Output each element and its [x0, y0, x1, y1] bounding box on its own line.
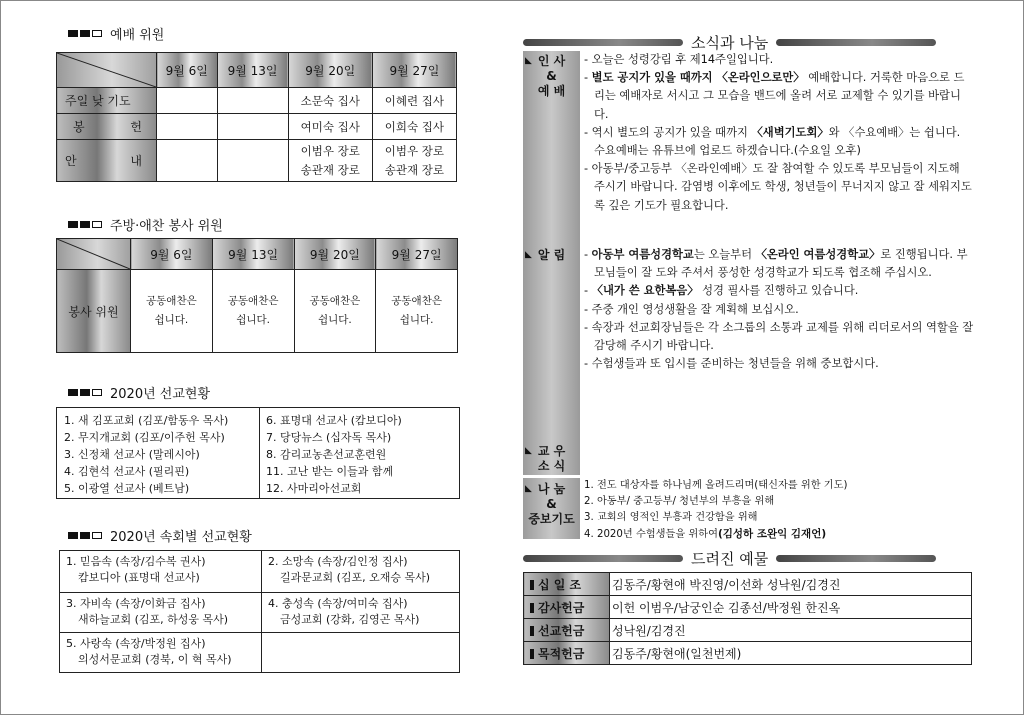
table-cell [157, 114, 218, 140]
list-item: 2. 무지개교회 (김포/이주헌 목사) [64, 431, 225, 444]
list-item [584, 526, 847, 543]
list-item: 2. 아동부/ 중고등부/ 청년부의 부흥을 위해 [584, 496, 775, 507]
bar-marker-icon [530, 580, 534, 590]
item-text: 역시 별도의 공지가 있을 때까지 [591, 125, 752, 139]
table-row [60, 551, 460, 593]
table-row [60, 593, 460, 633]
item-text: 오늘은 성령강림 후 제14주일입니다. [591, 53, 774, 66]
square-bullet-icon [68, 221, 78, 228]
title-bar-icon [776, 555, 936, 562]
square-bullet-icon [68, 30, 78, 37]
item-bold: (김성하 조완익 김재언) [717, 528, 827, 540]
list-item: - 〈내가 쓴 요한복음〉 성경 필사를 진행하고 있습니다. [584, 284, 859, 298]
item-bold: 〈내가 쓴 요한복음〉 [591, 284, 699, 298]
group-name: 3. 자비속 (속장/이화금 집사) [66, 597, 206, 610]
bar-marker-icon [530, 626, 534, 636]
group-mission: 캄보디아 (표명대 선교사) [78, 571, 200, 584]
row-label [57, 114, 157, 140]
group-name: 4. 충성속 (속장/여미숙 집사) [268, 597, 408, 610]
row-label [524, 619, 610, 642]
group-name: 2. 소망속 (속장/김인정 집사) [268, 555, 408, 568]
offerings-table [523, 572, 972, 665]
group-name: 5. 사랑속 (속장/박정원 집사) [66, 637, 206, 650]
table-cell [217, 140, 288, 182]
section-title: 2020년 속회별 선교현황 [110, 530, 252, 545]
table-cell [262, 633, 460, 673]
table-corner [57, 53, 157, 88]
table-cell: 이혜련 집사 [372, 88, 456, 114]
group-mission: 길과문교회 (김포, 오재승 목사) [280, 571, 431, 584]
item-bold: 아동부 여름성경학교 [591, 248, 694, 261]
list-item: - 아동부 여름성경학교는 오늘부터 〈온라인 여름성경학교〉로 진행됩니다. 부모님들이 잘 도와 주셔서 풍성한 성경학교가 되도록 협조해 주십시오. [584, 248, 968, 280]
list-item: 1. 전도 대상자를 하나님께 올려드리며(태신자를 위한 기도) [584, 480, 848, 491]
list-item: - 주중 개인 영성생활을 잘 계획해 보십시오. [584, 302, 799, 316]
table-cell [262, 551, 460, 593]
list-item: 11. 고난 받는 이들과 함께 [266, 465, 394, 478]
table-row [524, 619, 972, 642]
square-bullet-icon [92, 221, 102, 228]
table-cell: 이희숙 집사 [372, 114, 456, 140]
label-line: & [546, 497, 557, 511]
list-item: 8. 감리교농촌선교훈련원 [266, 448, 387, 461]
label-text: 감사헌금 [538, 600, 585, 615]
list-item: 12. 사마리아선교회 [266, 482, 362, 495]
table-row [524, 573, 972, 596]
bar-marker-icon [530, 603, 534, 613]
item-text: 는 오늘부터 [693, 248, 756, 261]
row-label: 봉사 위원 [57, 270, 131, 353]
missions-box [56, 407, 460, 499]
table-corner [57, 239, 131, 270]
news-title-bar [523, 32, 936, 53]
date-header: 9월 13일 [217, 53, 288, 88]
square-bullet-icon [80, 389, 90, 396]
table-cell: 공동애찬은 쉽니다. [212, 270, 294, 353]
item-text: 주중 개인 영성생활을 잘 계획해 보십시오. [591, 302, 799, 316]
square-bullet-icon [92, 532, 102, 539]
group-name: 1. 믿음속 (속장/김수복 권사) [66, 555, 206, 568]
date-header: 9월 6일 [157, 53, 218, 88]
square-bullet-icon [80, 30, 90, 37]
list-item: 4. 김현석 선교사 (필리핀) [64, 465, 190, 478]
triangle-marker-icon: ◣ [525, 250, 532, 260]
item-bold: 〈온라인 여름성경학교〉 [755, 248, 881, 261]
group-mission: 새하늘교회 (김포, 하성웅 목사) [78, 613, 229, 626]
title-bar-icon [776, 39, 936, 46]
list-item: - 수험생들과 또 입시를 준비하는 청년들을 위해 중보합시다. [584, 357, 879, 371]
square-bullet-icon [68, 389, 78, 396]
item-bold: 〈새벽기도회〉 [751, 125, 829, 139]
table-row [524, 596, 972, 619]
item-bold: 별도 공지가 있을 때까지 〈온라인으로만〉 [591, 71, 805, 85]
row-label [57, 140, 157, 182]
label-line: 나 눔 [537, 482, 566, 496]
list-item: 5. 이광열 선교사 (베트남) [64, 482, 190, 495]
row-label [524, 596, 610, 619]
table-cell [60, 551, 262, 593]
list-item: - 아동부/중고등부 〈온라인예배〉도 잘 참여할 수 있도록 부모님들이 지도해 주시기 바랍니다. 감염병 이후에도 학생, 청년들이 무너지지 않고 잘 세워지도록 깊은 기도가 필요합니다. [584, 162, 972, 212]
table-cell [157, 140, 218, 182]
date-header: 9월 20일 [294, 239, 376, 270]
label-line: 인 사 [537, 54, 566, 68]
item-text: 속장과 선교회장님들은 각 소그룹의 소통과 교제를 위해 리더로서의 역할을 잘 감당해 주시기 바랍니다. [591, 320, 974, 353]
section-head-missions [68, 383, 210, 402]
kitchen-table [56, 238, 458, 353]
date-header: 9월 27일 [372, 53, 456, 88]
table-row [524, 642, 972, 665]
row-label-part: 봉 [73, 120, 85, 134]
offerings-title-bar [523, 548, 936, 569]
section-title: 드려진 예물 [691, 550, 769, 568]
table-row [57, 270, 458, 353]
table-cell: 여미숙 집사 [288, 114, 372, 140]
item-text: 수험생들과 또 입시를 준비하는 청년들을 위해 중보합시다. [591, 357, 879, 371]
triangle-marker-icon: ◣ [525, 446, 532, 456]
item-text: 4. 2020년 수험생들을 위하여 [584, 529, 718, 540]
label-text: 십 일 조 [538, 577, 582, 592]
list-item: 3. 교회의 영적인 부흥과 건강함을 위해 [584, 512, 758, 523]
label-notice [523, 248, 580, 263]
table-cell: 이범우 장로 송관재 장로 [372, 140, 456, 182]
row-label-part: 안 [65, 154, 77, 168]
label-line: 소 식 [537, 459, 566, 473]
square-bullet-icon [68, 532, 78, 539]
label-line: & [546, 69, 557, 83]
row-label [524, 642, 610, 665]
section-head-worship [68, 24, 164, 43]
table-cell: 공동애찬은 쉽니다. [294, 270, 376, 353]
row-label [524, 573, 610, 596]
table-row [57, 114, 457, 140]
triangle-marker-icon: ◣ [525, 56, 532, 66]
section-title: 소식과 나눔 [691, 34, 769, 52]
date-header: 9월 20일 [288, 53, 372, 88]
square-bullet-icon [92, 30, 102, 37]
table-cell [60, 593, 262, 633]
section-head-group-missions [68, 526, 252, 545]
greeting-list [584, 51, 974, 215]
table-cell [262, 593, 460, 633]
table-row [57, 88, 457, 114]
list-item: - 속장과 선교회장님들은 각 소그룹의 소통과 교제를 위해 리더로서의 역할을 잘 감당해 주시기 바랍니다. [584, 320, 974, 353]
list-item: - 별도 공지가 있을 때까지 〈온라인으로만〉 예배합니다. 거룩한 마음으로 드리는 예배자로 서시고 그 모습을 밴드에 올려 서로 교제할 수 있기를 바랍니다. [584, 71, 965, 121]
group-missions-table [59, 550, 460, 673]
news-sidebar [523, 51, 580, 475]
date-header: 9월 6일 [131, 239, 213, 270]
prayer-list [584, 478, 847, 543]
item-text: 예배합니다. 거룩한 마음으로 드리는 예배자로 서시고 그 모습을 밴드에 올려 서로 교제할 수 있기를 바랍니다. [594, 71, 965, 121]
date-header: 9월 27일 [376, 239, 458, 270]
table-row [57, 140, 457, 182]
table-cell: 김동주/황현애(일천번제) [610, 642, 972, 665]
table-cell: 이범우 장로 송관재 장로 [288, 140, 372, 182]
worship-table [56, 52, 457, 182]
square-bullet-icon [92, 389, 102, 396]
label-text: 목적헌금 [538, 646, 585, 661]
table-cell: 이헌 이범우/남궁인순 김종선/박정원 한진옥 [610, 596, 972, 619]
title-bar-icon [523, 39, 683, 46]
list-item: - 오늘은 성령강림 후 제14주일입니다. [584, 53, 774, 66]
label-line: 알 림 [537, 248, 566, 262]
date-header: 9월 13일 [212, 239, 294, 270]
group-mission: 의성서문교회 (경북, 이 혁 목사) [78, 653, 232, 666]
table-row [60, 633, 460, 673]
table-cell [217, 114, 288, 140]
triangle-marker-icon: ◣ [525, 484, 532, 494]
list-item: 1. 새 김포교회 (김포/함동우 목사) [64, 414, 229, 427]
label-greeting [523, 54, 580, 99]
table-cell [60, 633, 262, 673]
bar-marker-icon [530, 649, 534, 659]
section-head-kitchen [68, 215, 223, 234]
label-line: 중보기도 [528, 512, 575, 526]
item-text: 성경 필사를 진행하고 있습니다. [698, 284, 859, 298]
section-title: 2020년 선교현황 [110, 387, 211, 402]
row-label-part: 내 [130, 154, 142, 168]
item-text: 아동부/중고등부 〈온라인예배〉도 잘 참여할 수 있도록 부모님들이 지도해 주시기 바랍니다. 감염병 이후에도 학생, 청년들이 무너지지 않고 잘 세워지도록 깊은 기도가 필요합니다. [591, 162, 972, 212]
table-cell: 공동애찬은 쉽니다. [376, 270, 458, 353]
section-title: 예배 위원 [110, 28, 165, 43]
row-label-part: 헌 [130, 120, 142, 134]
list-item: - 역시 별도의 공지가 있을 때까지 〈새벽기도회〉와 〈수요예배〉는 쉽니다. 수요예배는 유튜브에 업로드 하겠습니다.(수요일 오후) [584, 125, 961, 158]
row-label: 주일 낮 기도 [57, 88, 157, 114]
label-line: 교 우 [537, 444, 566, 458]
table-cell: 김동주/황현애 박진영/이선화 성낙원/김경진 [610, 573, 972, 596]
item-text: 로 진행됩니다. 부모님들이 잘 도와 주셔서 풍성한 성경학교가 되도록 협조해 주십시오. [594, 248, 968, 280]
label-line: 예 배 [537, 84, 566, 98]
notice-list [584, 246, 974, 373]
square-bullet-icon [80, 221, 90, 228]
list-item: 7. 당당뉴스 (십자독 목사) [266, 431, 392, 444]
table-cell [157, 88, 218, 114]
label-fellowship [523, 444, 580, 474]
title-bar-icon [523, 555, 683, 562]
table-cell: 성낙원/김경진 [610, 619, 972, 642]
group-mission: 금성교회 (강화, 김영곤 목사) [280, 613, 420, 626]
section-title: 주방·애찬 봉사 위원 [110, 219, 223, 234]
table-cell: 소문숙 집사 [288, 88, 372, 114]
list-item: 3. 신정채 선교사 (말레시아) [64, 448, 200, 461]
table-cell: 공동애찬은 쉽니다. [131, 270, 213, 353]
square-bullet-icon [80, 532, 90, 539]
table-cell [217, 88, 288, 114]
label-text: 선교헌금 [538, 623, 585, 638]
item-text: 와 〈수요예배〉는 쉽니다. 수요예배는 유튜브에 업로드 하겠습니다.(수요일 오후) [594, 125, 961, 158]
label-prayer [523, 482, 580, 527]
list-item: 6. 표명대 선교사 (캄보디아) [266, 414, 402, 427]
